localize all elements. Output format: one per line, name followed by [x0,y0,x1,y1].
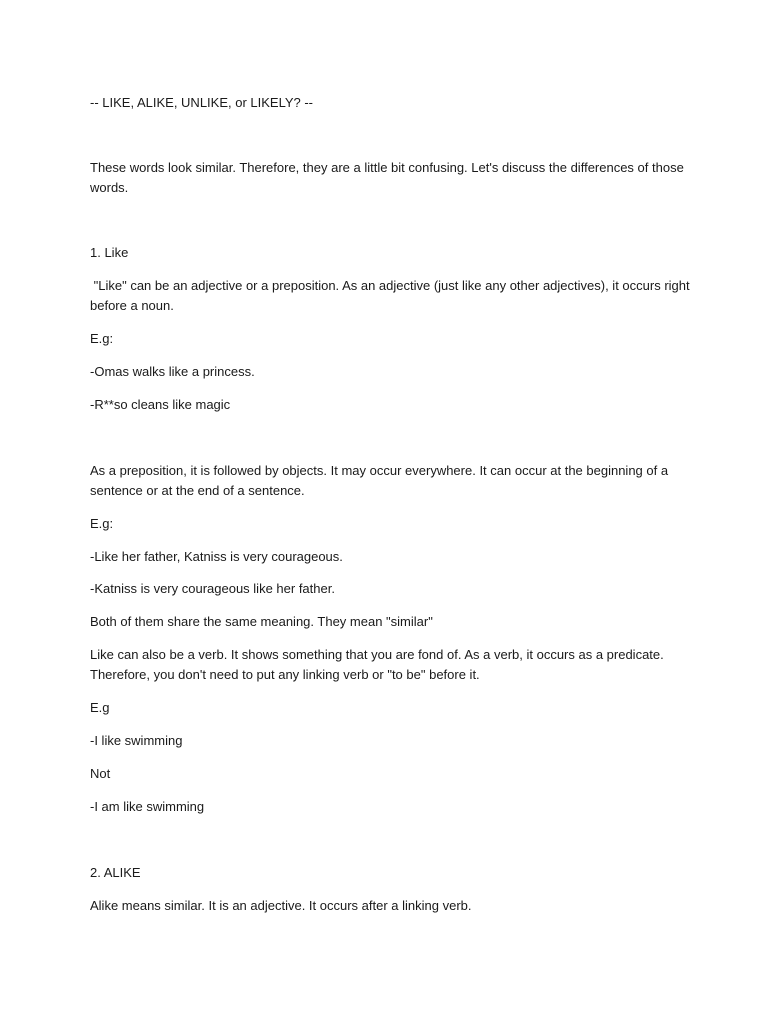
section-heading-like: 1. Like [90,245,129,260]
example-sentence: -Katniss is very courageous like her father. [90,581,335,596]
intro-paragraph: These words look similar. Therefore, they are a little bit confusing. Let's discuss the differences of those words. [90,160,688,195]
example-sentence: -R**so cleans like magic [90,397,231,412]
paragraph-like-preposition: As a preposition, it is followed by objects. It may occur everywhere. It can occur at the beginning of a sentence or at the end of a sentence. [90,463,672,498]
paragraph-alike: Alike means similar. It is an adjective. It occurs after a linking verb. [90,898,472,913]
paragraph-like-verb: Like can also be a verb. It shows something that you are fond of. As a verb, it occurs as a predicate. Therefore, you don't need to put any linking verb or "to be" before it. [90,647,668,682]
document-title: -- LIKE, ALIKE, UNLIKE, or LIKELY? -- [90,95,314,110]
example-label: E.g: [90,516,114,531]
example-label: E.g: [90,331,114,346]
example-sentence: -I like swimming [90,733,183,748]
example-sentence: -I am like swimming [90,799,205,814]
paragraph-like-adjective: "Like" can be an adjective or a preposition. As an adjective (just like any other adjectives), it occurs right before a noun. [90,278,694,313]
paragraph-same-meaning: Both of them share the same meaning. They mean "similar" [90,614,433,629]
section-heading-alike: 2. ALIKE [90,865,141,880]
not-label: Not [90,766,111,781]
example-sentence: -Omas walks like a princess. [90,364,255,379]
example-label: E.g [90,700,110,715]
example-sentence: -Like her father, Katniss is very courageous. [90,549,343,564]
